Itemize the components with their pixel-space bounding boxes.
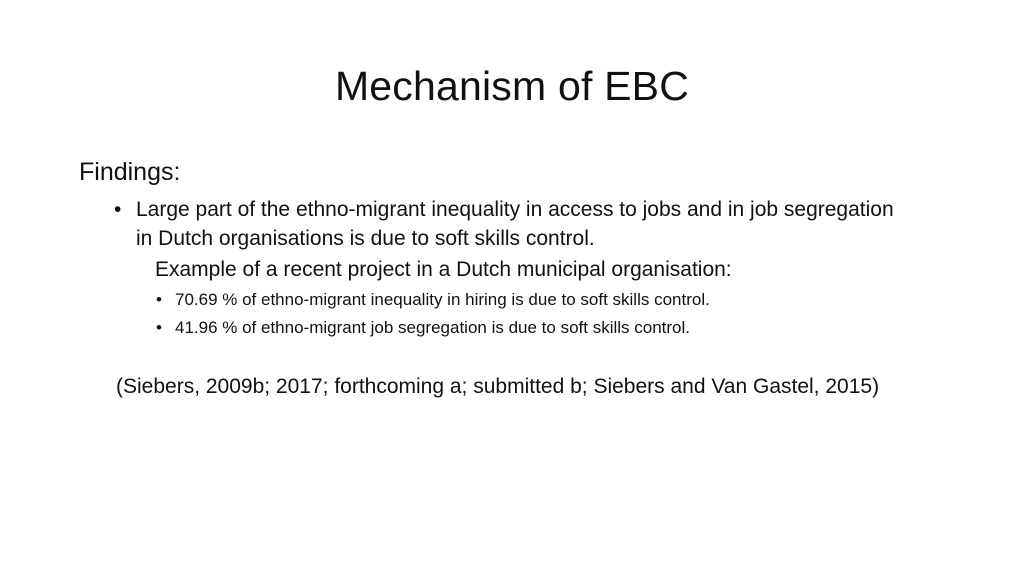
bullet-icon: •: [156, 290, 162, 309]
example-line: Example of a recent project in a Dutch municipal organisation:: [155, 258, 732, 281]
sub-bullet-text: 70.69 % of ethno-migrant inequality in hiring is due to soft skills control.: [175, 290, 710, 309]
bullet-icon: •: [114, 198, 122, 221]
sub-bullet-hiring: [156, 288, 916, 312]
citation: (Siebers, 2009b; 2017; forthcoming a; submitted b; Siebers and Van Gastel, 2015): [116, 375, 880, 398]
sub-bullet-text: 41.96 % of ethno-migrant job segregation is due to soft skills control.: [175, 318, 691, 337]
main-bullet: [114, 195, 914, 253]
main-bullet-text: Large part of the ethno-migrant inequality in access to jobs and in job segregation in Dutch organisations is due to soft skills control.: [136, 198, 894, 250]
bullet-icon: •: [156, 318, 162, 337]
sub-bullet-segregation: [156, 316, 916, 340]
slide-title: Mechanism of EBC: [334, 63, 690, 109]
findings-heading: Findings:: [79, 158, 181, 186]
